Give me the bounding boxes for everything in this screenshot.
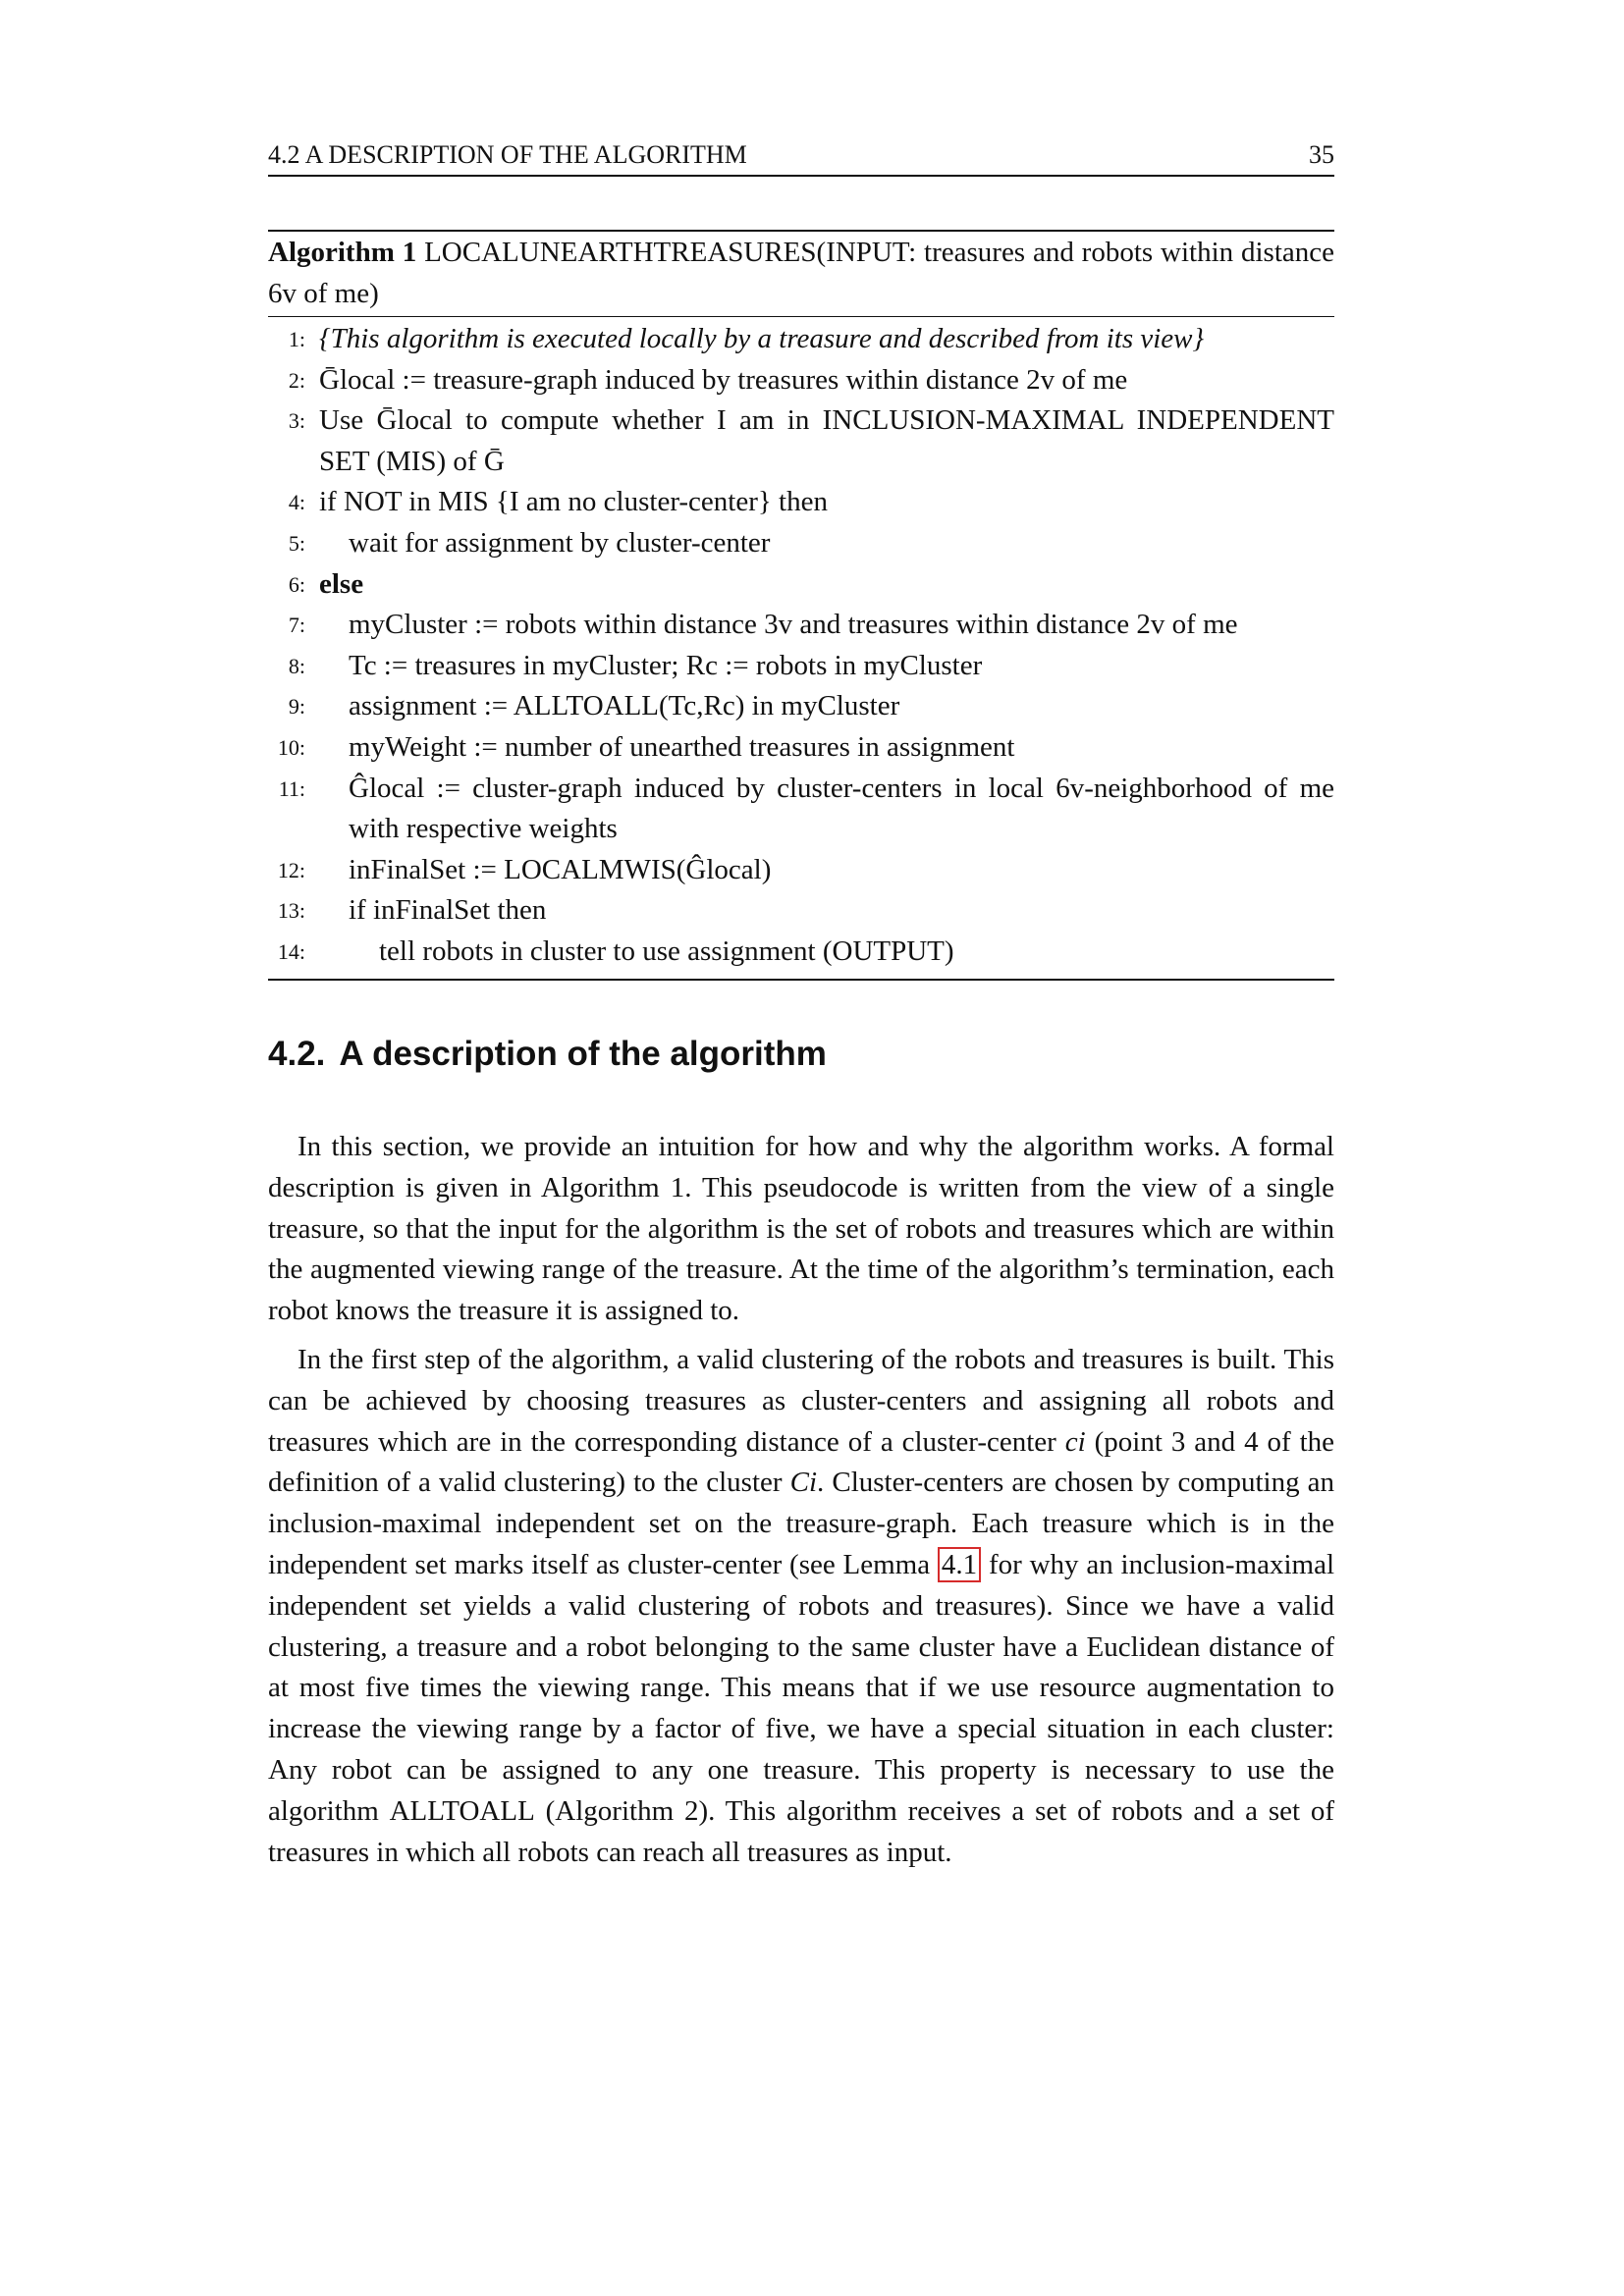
line-text: tell robots in cluster to use assignment (OUTPUT) — [379, 934, 954, 967]
section-number: 4.2. — [268, 1035, 326, 1073]
line-text: wait for assignment by cluster-center — [349, 526, 771, 559]
header-section-title: 4.2 A DESCRIPTION OF THE ALGORITHM — [268, 140, 747, 169]
algorithm-line — [268, 360, 1334, 401]
line-number: 4: — [288, 490, 305, 515]
section-body — [268, 1127, 1334, 1881]
line-number: 13: — [277, 898, 305, 924]
line-text: Ḡlocal := treasure-graph induced by treasures within distance 2v of me — [319, 363, 1128, 396]
line-number: 8: — [288, 653, 305, 678]
line-number: 9: — [288, 694, 305, 720]
paragraph-text: . Cluster-centers are chosen by computing an inclusion-maximal independent set on the treasure-graph. Each treasure which is in the independent set marks itself as cluster-center (see Lemma — [268, 1467, 1335, 1580]
running-header — [268, 137, 1334, 177]
algorithm-line — [268, 482, 1334, 523]
line-number: 12: — [277, 857, 305, 882]
algorithm-name: LOCALUNEARTHTREASURES — [424, 237, 817, 268]
line-text: myWeight := number of unearthed treasures in assignment — [349, 730, 1015, 763]
line-text: {This algorithm is executed locally by a treasure and described from its view} — [319, 323, 1205, 354]
algorithm-line — [268, 564, 1334, 606]
paragraph-text: for why an inclusion-maximal independent set yields a valid clustering of robots and treasures). Since we have a valid clustering, a treasure and a robot belonging to the same cluster have a Euclidean distance of at most five times the viewing range. This means that if we use resource augmentation to increase the viewing range by a factor of five, we have a special situation in each cluster: Any robot can be assigned to any one treasure. This property is necessary to use the algorithm — [268, 1548, 1335, 1827]
line-text: inFinalSet := LOCALMWIS(Ĝlocal) — [349, 853, 772, 885]
line-number: 6: — [288, 571, 305, 597]
line-text: myCluster := robots within distance 3v and treasures within distance 2v of me — [349, 609, 1238, 641]
algorithm-line — [268, 646, 1334, 687]
line-text: Tc := treasures in myCluster; Rc := robots in myCluster — [349, 649, 983, 681]
algorithm-line — [268, 769, 1334, 850]
line-number: 5: — [288, 530, 305, 556]
algorithm-box — [268, 230, 1334, 981]
line-number: 1: — [288, 327, 305, 351]
page-number: 35 — [1309, 140, 1334, 169]
line-text: else — [319, 567, 364, 600]
paragraph-text: In the first step of the algorithm, a valid clustering of the robots and treasures is built. This can be achieved by choosing treasures as cluster-centers and assigning all robots and treasures which are in the corresponding distance of a cluster-center — [268, 1343, 1334, 1458]
line-text: if NOT in MIS {I am no cluster-center} then — [319, 486, 828, 518]
alltoall-name: ALLTOALL — [389, 1794, 535, 1827]
algorithm-line — [268, 319, 1334, 360]
line-text: assignment := ALLTOALL(Tc,Rc) in myCluster — [349, 690, 900, 722]
algorithm-line — [268, 400, 1334, 482]
paragraph-text: (Algorithm 2). This algorithm receives a set of robots and a set of treasures in which all robots can reach all treasures as input. — [268, 1794, 1335, 1868]
algorithm-line — [268, 727, 1334, 769]
algorithm-input: (INPUT: treasures and robots within distance 6v of me) — [268, 237, 1335, 309]
line-number: 7: — [288, 613, 305, 638]
paragraph-text: (point 3 and 4 of the definition of a valid clustering) to the cluster — [268, 1425, 1335, 1499]
line-number: 2: — [288, 367, 305, 393]
section-title-text: A description of the algorithm — [339, 1035, 827, 1073]
algorithm-line — [268, 932, 1334, 973]
algorithm-label: Algorithm 1 — [268, 237, 417, 268]
section-heading — [268, 1033, 827, 1076]
line-number: 14: — [277, 938, 305, 964]
algorithm-lines — [268, 317, 1334, 981]
lemma-reference-link[interactable]: 4.1 — [938, 1547, 981, 1582]
algorithm-line — [268, 686, 1334, 727]
algorithm-line — [268, 605, 1334, 646]
algorithm-line — [268, 523, 1334, 564]
line-number: 11: — [278, 775, 305, 801]
algorithm-caption — [268, 232, 1334, 317]
line-text: Use Ḡlocal to compute whether I am in INCLUSION-MAXIMAL INDEPENDENT SET (MIS) of Ḡ — [319, 404, 1334, 477]
math-ci: ci — [1064, 1425, 1086, 1458]
algorithm-line — [268, 890, 1334, 932]
paragraph-intro: In this section, we provide an intuition for how and why the algorithm works. A formal description is given in Algorithm 1. This pseudocode is written from the view of a single treasure, so that the input for the algorithm is the set of robots and treasures which are within the augmented viewing range of the treasure. At the time of the algorithm’s termination, each robot knows the treasure it is assigned to. — [268, 1131, 1334, 1327]
algorithm-line — [268, 850, 1334, 891]
line-number: 10: — [277, 734, 305, 760]
math-Ci: Ci — [789, 1467, 818, 1499]
line-number: 3: — [288, 408, 305, 434]
line-text: Ĝlocal := cluster-graph induced by cluster-centers in local 6v-neighborhood of me with respective weights — [349, 772, 1334, 845]
line-text: if inFinalSet then — [349, 894, 547, 927]
paragraph-clustering — [268, 1340, 1334, 1873]
